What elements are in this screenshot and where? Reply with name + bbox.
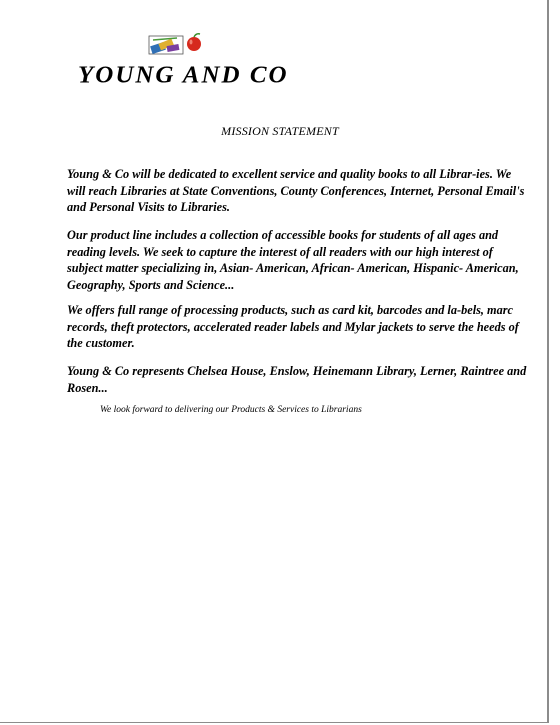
- paragraph-service: Young & Co will be dedicated to excellent service and quality books to all Librar-ies. We will reach Libraries at State Conventions, County Conferences, Internet, Personal Email's and Personal Visits to Libraries.: [67, 167, 525, 214]
- paragraph-product-line: Our product line includes a collection of accessible books for students of all ages and reading levels. We seek to capture the interest of all readers with our high interest of subject matter specializing in, Asian- American, African- American, Hispanic- American, Geography, Sports and Science...: [67, 228, 519, 292]
- document-title: MISSION STATEMENT: [221, 124, 339, 138]
- company-name: YOUNG AND CO: [78, 62, 289, 89]
- paragraph-publishers: Young & Co represents Chelsea House, Enslow, Heinemann Library, Lerner, Raintree and Rosen...: [67, 364, 527, 395]
- closing-line: We look forward to delivering our Products & Services to Librarians: [100, 405, 362, 415]
- books-apple-icon: [147, 32, 205, 58]
- paragraph-processing: We offers full range of processing products, such as card kit, barcodes and la-bels, marc records, theft protectors, accelerated reader labels and Mylar jackets to serve the heeds of the customer.: [67, 303, 519, 350]
